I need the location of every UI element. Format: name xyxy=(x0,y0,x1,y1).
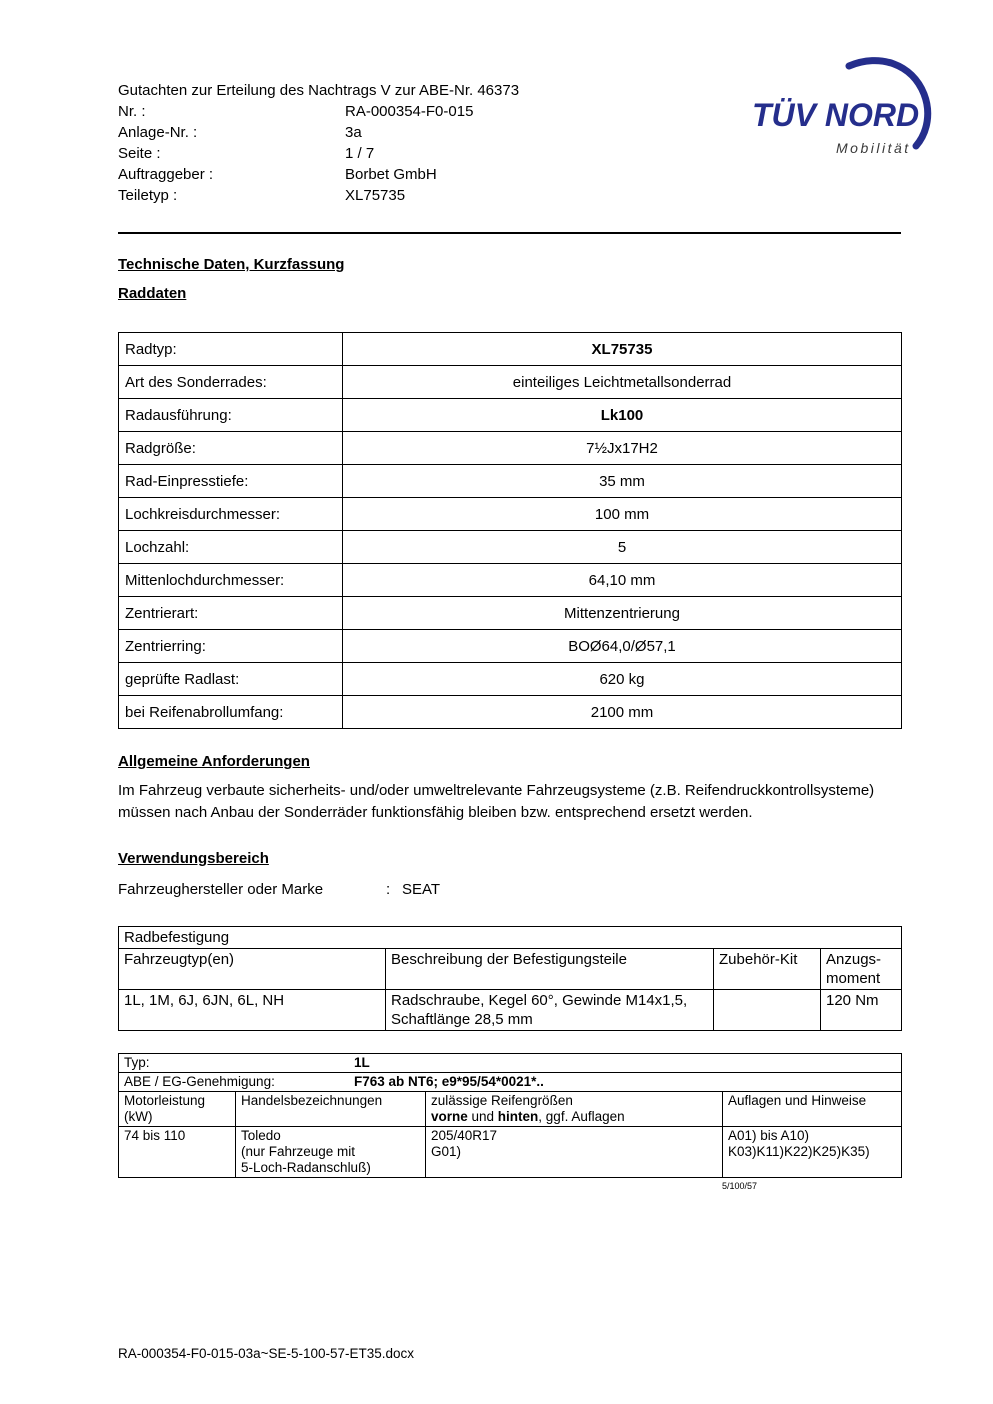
column-header-auflagen: Auflagen und Hinweise xyxy=(723,1092,902,1127)
header-mid: und xyxy=(467,1109,498,1124)
cell-label: Radtyp: xyxy=(119,333,343,366)
section-heading-raddaten: Raddaten xyxy=(118,285,187,302)
column-header: Zubehör-Kit xyxy=(714,949,821,990)
cell-label: Mittenlochdurchmesser: xyxy=(119,564,343,597)
cell-label: Lochkreisdurchmesser: xyxy=(119,498,343,531)
header-divider xyxy=(118,232,901,234)
meta-value: XL75735 xyxy=(345,187,406,204)
table-row xyxy=(119,696,902,729)
meta-value: 3a xyxy=(345,124,362,141)
typ-label: Typ: xyxy=(124,1055,150,1070)
column-header: Anzugs-moment xyxy=(821,949,902,990)
cell-value: 7½Jx17H2 xyxy=(343,432,902,465)
table-row xyxy=(119,531,902,564)
cell-zubehoer xyxy=(714,990,821,1031)
hersteller-label: Fahrzeughersteller oder Marke xyxy=(118,881,324,898)
cell-value: Lk100 xyxy=(343,399,902,432)
anforderungen-paragraph: Im Fahrzeug verbaute sicherheits- und/oder umweltrelevante Fahrzeugsysteme (z.B. Reifendruckkontrollsysteme) müssen nach Anbau der Sonderräder funktionsfähig bleiben bzw. entsprechend ersetzt werden. xyxy=(118,782,875,821)
section-heading-technische-daten: Technische Daten, Kurzfassung xyxy=(118,256,345,273)
cell-line: 5-Loch-Radanschluß) xyxy=(241,1160,371,1175)
cell-anzugsmoment: 120 Nm xyxy=(821,990,902,1031)
typ-row xyxy=(119,1054,902,1073)
cell-value: 2100 mm xyxy=(343,696,902,729)
hersteller-separator: : xyxy=(386,881,391,898)
table-row xyxy=(119,465,902,498)
table-row xyxy=(119,597,902,630)
table-row xyxy=(119,498,902,531)
cell-label: Zentrierring: xyxy=(119,630,343,663)
meta-label: Teiletyp : xyxy=(118,187,178,204)
cell-line: A01) bis A10) xyxy=(728,1128,810,1143)
cell-value: 100 mm xyxy=(343,498,902,531)
typ-table xyxy=(118,1053,902,1178)
hersteller-line xyxy=(118,881,901,898)
header-line: Motorleistung xyxy=(124,1093,206,1108)
section-heading-verwendungsbereich: Verwendungsbereich xyxy=(118,850,269,867)
column-header-motorleistung xyxy=(119,1092,236,1127)
column-header-handelsbezeichnungen: Handelsbezeichnungen xyxy=(236,1092,426,1127)
column-header-reifengroessen xyxy=(426,1092,723,1127)
footer-filename: RA-000354-F0-015-03a~SE-5-100-57-ET35.docx xyxy=(118,1346,415,1361)
table-header-row xyxy=(119,949,902,990)
cell-motorleistung: 74 bis 110 xyxy=(119,1127,236,1178)
page-note: 5/100/57 xyxy=(722,1181,758,1191)
hersteller-value: SEAT xyxy=(402,881,441,898)
cell-label: Rad-Einpresstiefe: xyxy=(119,465,343,498)
header-bold-vorne: vorne xyxy=(431,1109,468,1124)
meta-value: RA-000354-F0-015 xyxy=(345,103,474,120)
meta-label: Anlage-Nr. : xyxy=(118,124,198,141)
cell-value: 620 kg xyxy=(343,663,902,696)
cell-value: 35 mm xyxy=(343,465,902,498)
table-row xyxy=(119,399,902,432)
meta-row-anlage xyxy=(118,122,901,143)
cell-label: Radgröße: xyxy=(119,432,343,465)
cell-value: BOØ64,0/Ø57,1 xyxy=(343,630,902,663)
meta-row-auftraggeber xyxy=(118,164,901,185)
table-row xyxy=(119,1127,902,1178)
meta-label: Nr. : xyxy=(118,103,146,120)
cell-label: Art des Sonderrades: xyxy=(119,366,343,399)
abe-label: ABE / EG-Genehmigung: xyxy=(124,1074,275,1089)
cell-reifengroesse xyxy=(426,1127,723,1178)
cell-value: Mittenzentrierung xyxy=(343,597,902,630)
cell-auflagen xyxy=(723,1127,902,1178)
typ-value: 1L xyxy=(354,1055,370,1070)
meta-label: Seite : xyxy=(118,145,161,162)
cell-value: 64,10 mm xyxy=(343,564,902,597)
meta-label: Auftraggeber : xyxy=(118,166,214,183)
meta-value: Borbet GmbH xyxy=(345,166,437,183)
header-rest: , ggf. Auflagen xyxy=(538,1109,625,1124)
table-row xyxy=(119,1054,902,1073)
cell-value: 5 xyxy=(343,531,902,564)
header-line xyxy=(431,1109,717,1125)
cell-line: Toledo xyxy=(241,1128,281,1143)
column-header: Beschreibung der Befestigungsteile xyxy=(386,949,714,990)
column-header: Fahrzeugtyp(en) xyxy=(119,949,386,990)
header-bold-hinten: hinten xyxy=(497,1109,539,1124)
header-meta xyxy=(118,101,901,206)
table-row xyxy=(119,1073,902,1092)
cell-line: (nur Fahrzeuge mit xyxy=(241,1144,356,1159)
meta-value: 1 / 7 xyxy=(345,145,375,162)
cell-line: G01) xyxy=(431,1144,462,1159)
cell-label: Zentrierart: xyxy=(119,597,343,630)
cell-line: 205/40R17 xyxy=(431,1128,498,1143)
radbefestigung-table xyxy=(118,926,902,1031)
cell-value: einteiliges Leichtmetallsonderrad xyxy=(343,366,902,399)
table-row xyxy=(119,663,902,696)
table-row xyxy=(119,990,902,1031)
table-row xyxy=(119,564,902,597)
meta-row-teiletyp xyxy=(118,185,901,206)
cell-beschreibung: Radschraube, Kegel 60°, Gewinde M14x1,5, Schaftlänge 28,5 mm xyxy=(386,990,714,1031)
abe-row xyxy=(119,1073,902,1092)
cell-handelsbezeichnung xyxy=(236,1127,426,1178)
raddaten-table xyxy=(118,332,902,729)
table-row xyxy=(119,630,902,663)
header-line: zulässige Reifengrößen xyxy=(431,1093,573,1108)
cell-fahrzeugtyp: 1L, 1M, 6J, 6JN, 6L, NH xyxy=(119,990,386,1031)
table-row xyxy=(119,432,902,465)
header-line: (kW) xyxy=(124,1109,153,1124)
cell-line: K03)K11)K22)K25)K35) xyxy=(728,1144,870,1159)
table-row xyxy=(119,366,902,399)
cell-label: Lochzahl: xyxy=(119,531,343,564)
logo-tagline: Mobilität xyxy=(836,140,911,156)
cell-label: bei Reifenabrollumfang: xyxy=(119,696,343,729)
table-row xyxy=(119,927,902,949)
section-heading-anforderungen: Allgemeine Anforderungen xyxy=(118,753,310,770)
cell-label: geprüfte Radlast: xyxy=(119,663,343,696)
abe-value: F763 ab NT6; e9*95/54*0021*.. xyxy=(354,1074,544,1089)
cell-label: Radausführung: xyxy=(119,399,343,432)
table-header-row xyxy=(119,1092,902,1127)
document-title: Gutachten zur Erteilung des Nachtrags V zur ABE-Nr. 46373 xyxy=(118,82,520,99)
radbefestigung-title: Radbefestigung xyxy=(119,927,902,949)
cell-value: XL75735 xyxy=(343,333,902,366)
meta-row-seite xyxy=(118,143,901,164)
table-row xyxy=(119,333,902,366)
logo-brand: TÜV NORD xyxy=(752,97,920,133)
meta-row-nr xyxy=(118,101,901,122)
